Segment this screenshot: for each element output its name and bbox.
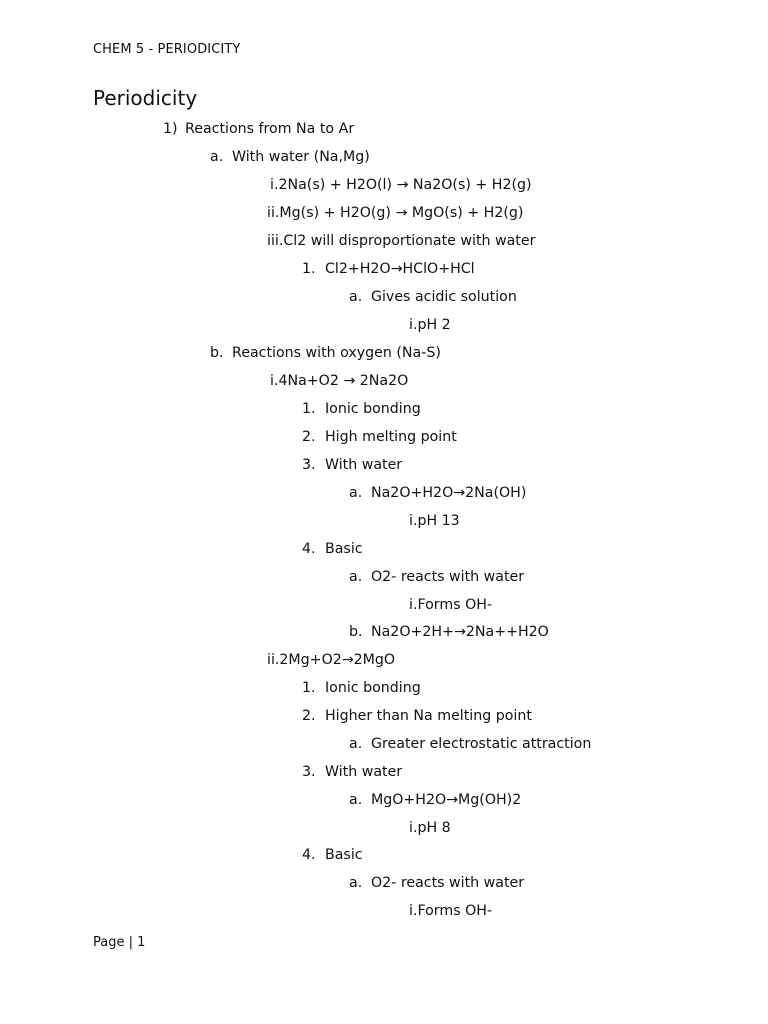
outline-item: 2. Higher than Na melting point (302, 708, 532, 724)
outline-item: 3. With water (302, 457, 403, 473)
outline-item: i.Forms OH- (409, 597, 493, 613)
outline-item: 4. Basic (302, 847, 363, 863)
outline-item: 1. Cl2+H2O→HClO+HCl (302, 261, 475, 277)
outline-item: ii.Mg(s) + H2O(g) → MgO(s) + H2(g) (267, 205, 524, 221)
outline-item: i.pH 8 (409, 820, 451, 836)
outline-item: a. Greater electrostatic attraction (349, 736, 592, 752)
outline-item: 1. Ionic bonding (302, 680, 421, 696)
outline-item: 3. With water (302, 764, 403, 780)
outline-item: i.pH 2 (409, 317, 451, 333)
page-footer: Page | 1 (93, 935, 146, 950)
outline-item: 1) Reactions from Na to Ar (163, 121, 355, 137)
outline-item: a. O2- reacts with water (349, 569, 525, 585)
outline-item: 1. Ionic bonding (302, 401, 421, 417)
outline-item: a. Gives acidic solution (349, 289, 517, 305)
outline-item: i.4Na+O2 → 2Na2O (270, 373, 409, 389)
outline-item: a. MgO+H2O→Mg(OH)2 (349, 792, 522, 808)
outline-item: ii.2Mg+O2→2MgO (267, 652, 396, 668)
outline-item: 4. Basic (302, 541, 363, 557)
outline-item: iii.Cl2 will disproportionate with water (267, 233, 536, 249)
outline-item: a. Na2O+H2O→2Na(OH) (349, 485, 527, 501)
page-title: Periodicity (93, 86, 198, 110)
outline-item: 2. High melting point (302, 429, 457, 445)
outline-item: a. O2- reacts with water (349, 875, 525, 891)
outline-item: a. With water (Na,Mg) (210, 149, 370, 165)
outline-item: i.pH 13 (409, 513, 460, 529)
page-header: CHEM 5 - PERIODICITY (93, 42, 241, 57)
outline-item: i.Forms OH- (409, 903, 493, 919)
outline-item: b. Reactions with oxygen (Na-S) (210, 345, 441, 361)
outline-item: i.2Na(s) + H2O(l) → Na2O(s) + H2(g) (270, 177, 532, 193)
outline-item: b. Na2O+2H+→2Na++H2O (349, 624, 549, 640)
